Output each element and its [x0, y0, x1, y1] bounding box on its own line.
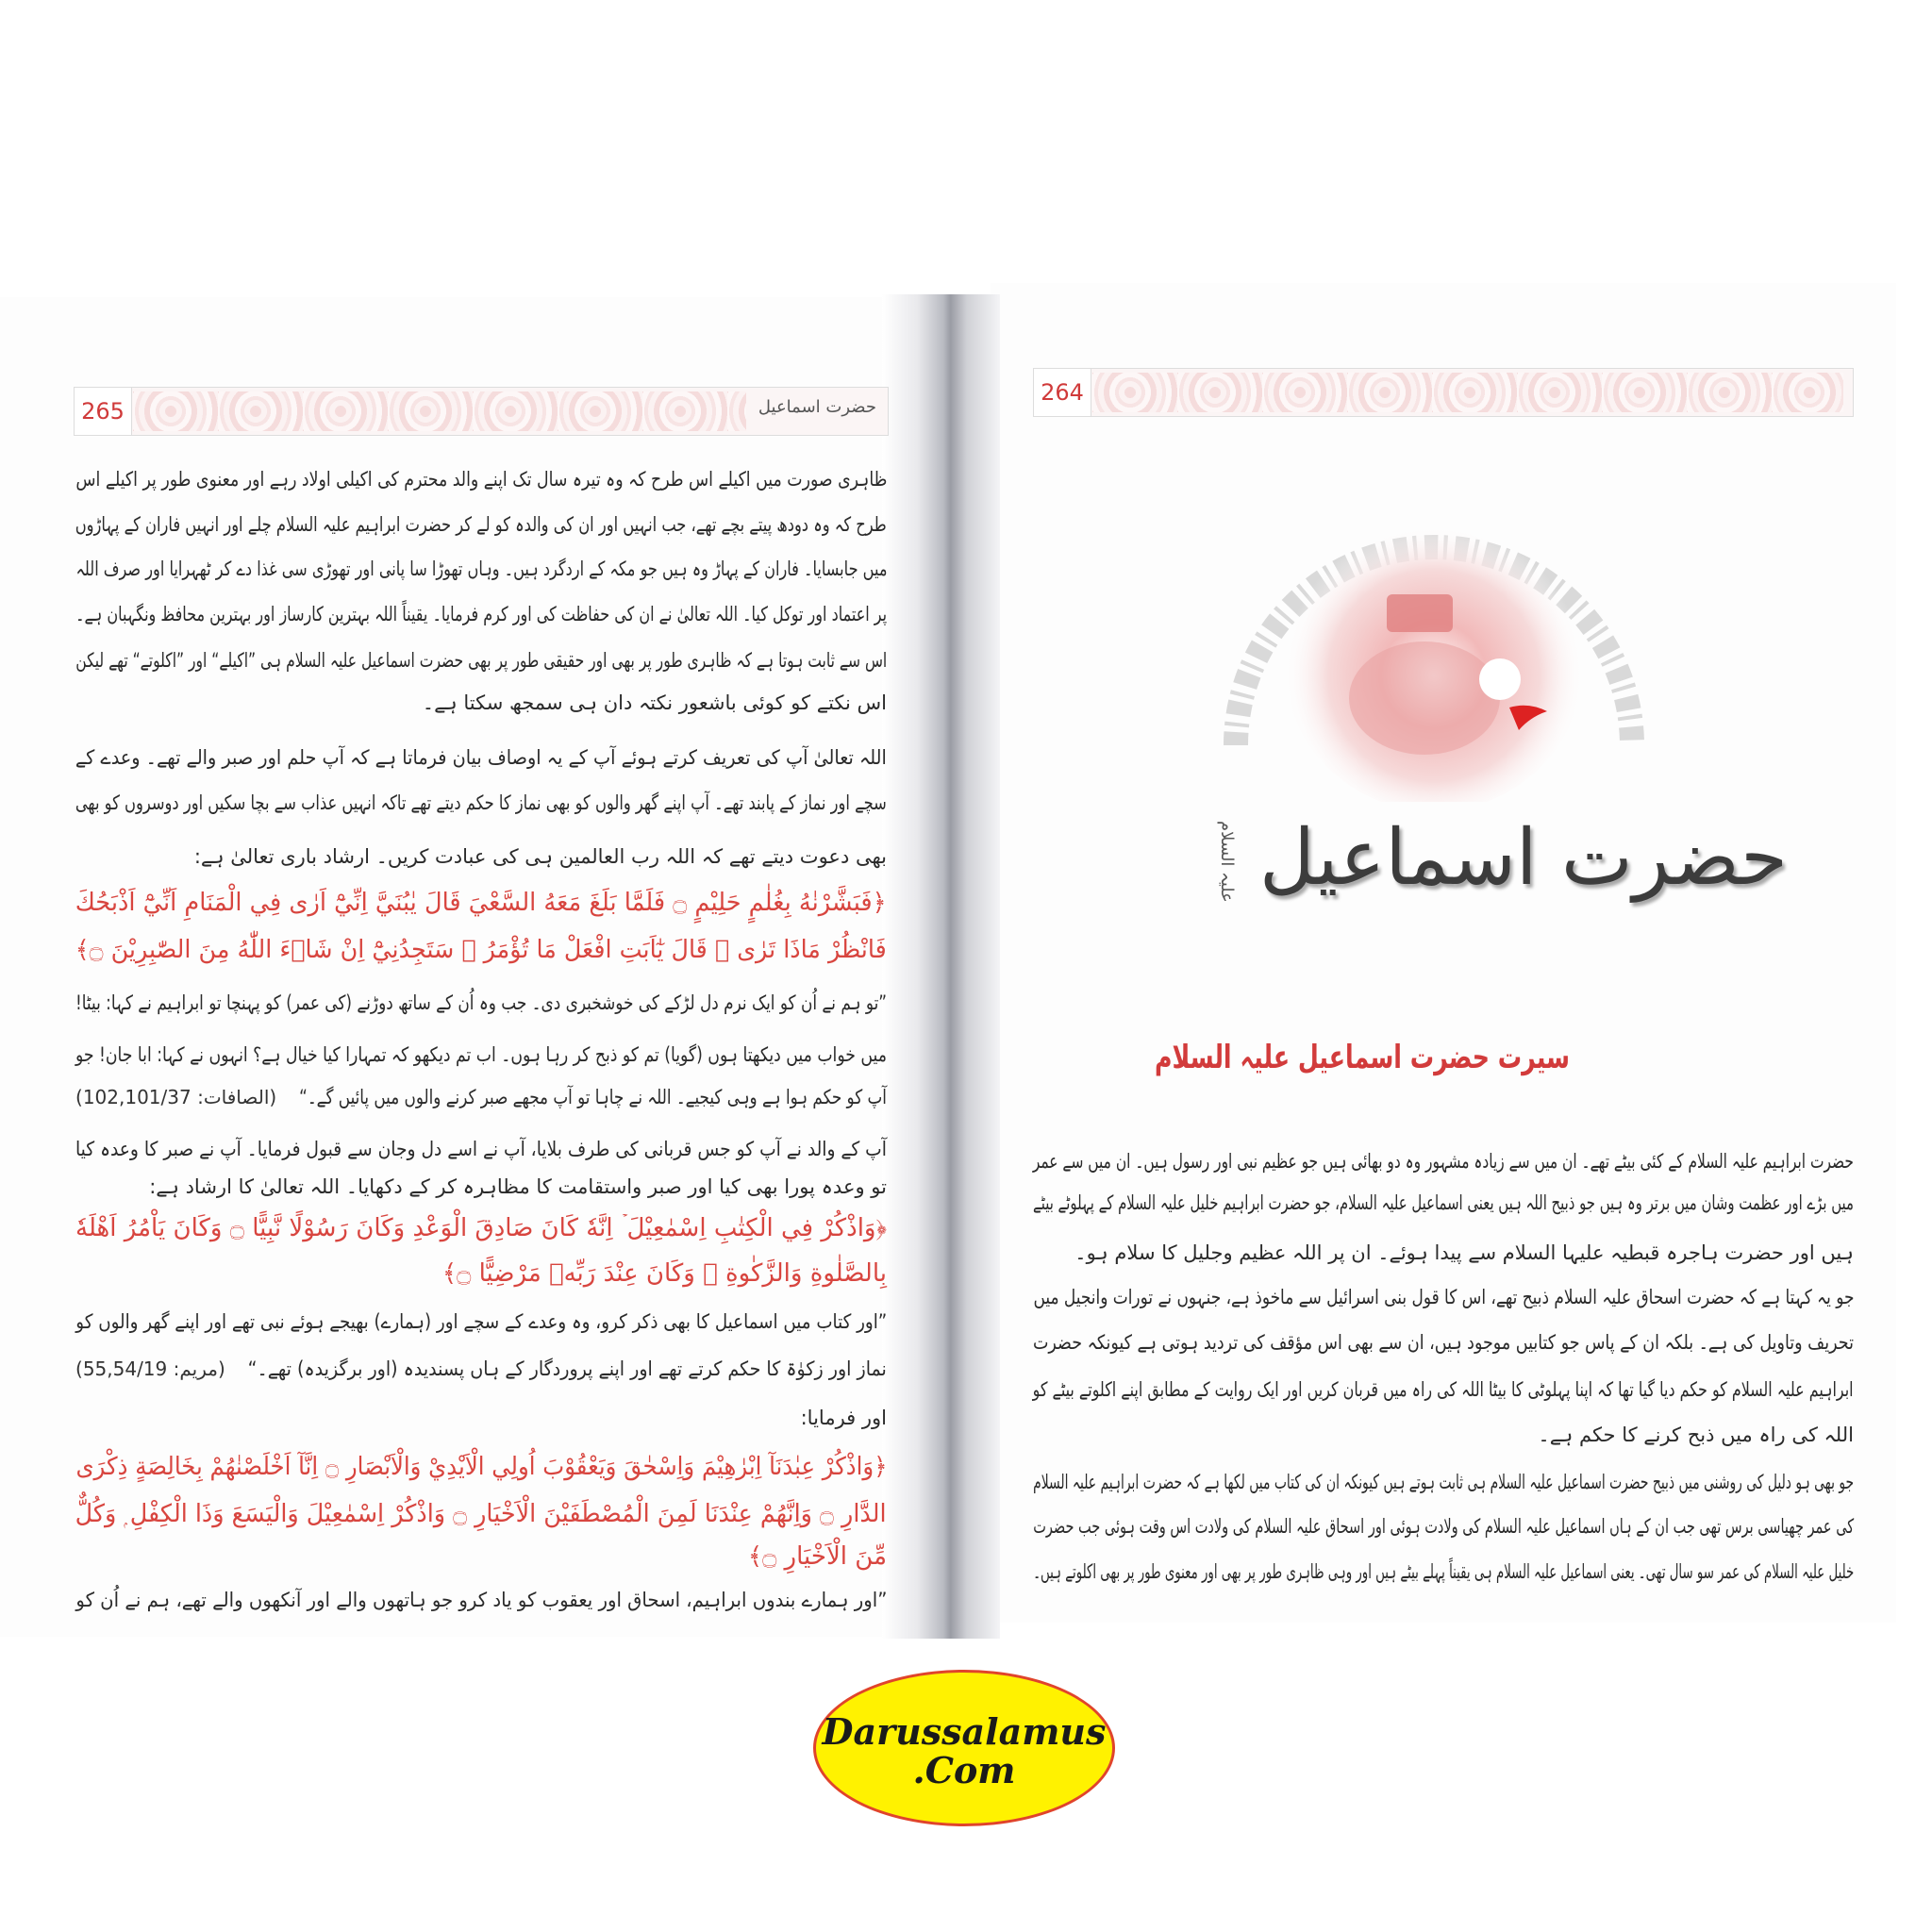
- text-line-content: اللہ تعالیٰ آپ کی تعریف کرتے ہوئے آپ کے یہ اوصاف بیان فرماتا ہے کہ آپ حلم اور صبر والے تھے۔ وعدے کے: [75, 746, 887, 769]
- text-line-content: بھی دعوت دیتے تھے کہ اللہ رب العالمین ہی کی عبادت کریں۔ ارشاد باری تعالیٰ ہے:: [193, 845, 887, 868]
- text-line: [75, 1083, 887, 1111]
- kaaba-stone-shape: [1387, 594, 1453, 632]
- text-line-content: اللہ کی راہ میں ذبح کرنے کا حکم ہے۔: [1538, 1424, 1854, 1446]
- quran-verse-line: [75, 1256, 887, 1291]
- text-line-content: اس نکتے کو کوئی باشعور نکتہ دان ہی سمجھ سکتا ہے۔: [422, 691, 887, 714]
- text-line: [75, 743, 887, 772]
- book-gutter: [882, 294, 1000, 1639]
- header-ornament: [1092, 373, 1843, 412]
- left-page-header: [74, 387, 889, 436]
- text-line-content: جو بھی ہو دلیل کی روشنی میں ذبیح حضرت اسماعیل علیہ السلام ہی ثابت ہوتے ہیں کیونکہ ان کی کتاب میں لکھا ہے کہ حضرت ابراہیم علیہ السلام: [1033, 1471, 1854, 1493]
- text-line-content: میں خواب میں دیکھتا ہوں (گویا) تم کو ذبح کر رہا ہوں۔ اب تم دیکھو کہ تمہارا کیا خیال ہے؟ انہوں نے کہا: ابا جان! جو: [75, 1043, 887, 1066]
- header-ornament: [133, 391, 746, 431]
- chapter-subtitle-box: [1154, 1038, 1641, 1076]
- quran-reference: (مریم: 55,54/19): [75, 1357, 225, 1380]
- text-line: [75, 1355, 887, 1383]
- text-line-content: آپ کو حکم ہوا ہے وہی کیجیے۔ اللہ نے چاہا تو آپ مجھے صبر کرنے والوں میں پائیں گے۔“: [299, 1086, 887, 1108]
- watermark-line2: .Com: [912, 1749, 1016, 1791]
- quran-reference: (الصافات: 102,101/37): [75, 1086, 277, 1108]
- chapter-title-box: [1259, 807, 1792, 910]
- text-line: [75, 689, 887, 717]
- page-number: 265: [75, 388, 132, 435]
- text-line: [75, 555, 887, 583]
- text-line-content: ابراہیم علیہ السلام کو حکم دیا گیا تھا کہ اپنا پہلوٹی کا بیٹا اللہ کی راہ میں قربان کریں اور ایک روایت کے مطابق اپنے اکلوتے بیٹے کو: [1033, 1378, 1854, 1401]
- text-line: [75, 989, 887, 1017]
- text-line: [75, 1586, 887, 1614]
- text-line: [75, 1307, 887, 1336]
- text-line-content: کی عمر چھیاسی برس تھی جب ان کے ہاں اسماعیل علیہ السلام کی ولادت ہوئی اور اسحاق علیہ السلام کی ولادت اس وقت ہوئی جب حضرت: [1033, 1515, 1854, 1538]
- quran-verse-text: بِالصَّلٰوةِ وَالزَّكٰوةِ ۠ وَكَانَ عِنْدَ رَبِّهٖ مَرْضِيًّا ۝﴾: [441, 1259, 887, 1288]
- text-line-content: اور فرمایا:: [800, 1407, 887, 1429]
- text-line: [75, 789, 887, 817]
- watermark-badge: [813, 1670, 1115, 1826]
- text-line-content: پر اعتماد اور توکل کیا۔ اللہ تعالیٰ نے ان کی حفاظت کی اور کرم فرمایا۔ یقیناً اللہ بہترین کارساز اور بہترین محافظ ونگہبان ہے۔: [75, 603, 887, 625]
- text-line-content: ظاہری صورت میں اکیلے اس طرح کہ وہ تیرہ سال تک اپنے والد محترم کی اکیلی اولاد رہے اور معنوی طور پر اکیلے اس: [75, 468, 887, 491]
- text-line-content: طرح کہ وہ دودھ پیتے بچے تھے، جب انہیں اور ان کی والدہ کو لے کر حضرت ابراہیم علیہ السلام چلے اور انہیں فاران کے پہاڑوں: [75, 513, 887, 536]
- text-line: [75, 1404, 887, 1432]
- text-line: [1033, 1468, 1854, 1496]
- text-line-content: تو وعدہ پورا بھی کیا اور صبر واستقامت کا مظاہرہ کر کے دکھایا۔ اللہ تعالیٰ کا ارشاد ہے:: [149, 1175, 887, 1198]
- chapter-title: حضرت اسماعیل: [1259, 813, 1789, 903]
- text-line: [75, 465, 887, 493]
- chapter-emblem-image: [1198, 462, 1670, 802]
- text-line: [1033, 1375, 1854, 1404]
- text-line-content: میں جابسایا۔ فاران کے پہاڑ وہ ہیں جو مکہ کے اردگرد ہیں۔ وہاں تھوڑا سا پانی اور تھوڑی سی غذا دے کر ٹھہرایا اور صرف اللہ: [75, 558, 887, 580]
- text-line-content: سچے اور نماز کے پابند تھے۔ آپ اپنے گھر والوں کو بھی نماز کا حکم دیتے تھے تاکہ انہیں عذاب سے بچا سکیں اور دوسروں کو بھی: [75, 791, 887, 814]
- quran-verse-text: فَانْظُرْ مَاذَا تَرٰى ۭ قَالَ يٰٓاَبَتِ افْعَلْ مَا تُؤْمَرُ ۡ سَتَجِدُنِيْٓ اِنْ شَاۗءَ اللّٰهُ مِنَ الصّٰبِرِيْنَ ۝﴾: [75, 936, 888, 964]
- text-line: [1033, 1147, 1854, 1175]
- quran-verse-line: [75, 932, 887, 968]
- text-line: [1033, 1239, 1854, 1267]
- quran-verse-text: ﴿وَاذْكُرْ عِبٰدَنَآ اِبْرٰهِيْمَ وَاِسْحٰقَ وَيَعْقُوْبَ اُولِي الْاَيْدِيْ وَالْاَبْصَارِ ۝ اِنَّآ اَخْلَصْنٰهُمْ بِخَالِصَةٍ ذِكْرَى: [75, 1453, 888, 1481]
- text-line-content: ”اور کتاب میں اسماعیل کا بھی ذکر کرو، وہ وعدے کے سچے اور (ہمارے) بھیجے ہوئے نبی تھے اور اپنے گھر والوں کو: [75, 1310, 887, 1333]
- page-number: 264: [1034, 369, 1091, 416]
- text-line: [1033, 1557, 1854, 1586]
- text-line: [75, 646, 887, 675]
- text-line-content: ”تو ہم نے اُن کو ایک نرم دل لڑکے کی خوشخبری دی۔ جب وہ اُن کے ساتھ دوڑنے (کی عمر) کو پہنچا تو ابراہیم نے کہا: بیٹا!: [75, 991, 887, 1014]
- quran-verse-text: ﴿فَبَشَّرْنٰهُ بِغُلٰمٍ حَلِيْمٍ ۝ فَلَمَّا بَلَغَ مَعَهُ السَّعْيَ قَالَ يٰبُنَيَّ اِنِّيْٓ اَرٰى فِي الْمَنَامِ اَنِّيْٓ اَذْبَحُكَ: [75, 889, 887, 917]
- text-line: [75, 842, 887, 871]
- right-page-header: [1033, 368, 1854, 417]
- text-line: [1033, 1328, 1854, 1357]
- quran-verse-text: الدَّارِ ۝ وَاِنَّهُمْ عِنْدَنَا لَمِنَ الْمُصْطَفَيْنَ الْاَخْيَارِ ۝ وَاذْكُرْ اِسْمٰعِيْلَ وَالْيَسَعَ وَذَا الْكِفْلِ ۭ وَكُلٌّ: [75, 1500, 887, 1528]
- text-line-content: نماز اور زکوٰۃ کا حکم کرتے تھے اور اپنے پروردگار کے ہاں پسندیدہ (اور برگزیدہ) تھے۔“: [247, 1357, 887, 1380]
- quran-verse-text: ﴿وَاذْكُرْ فِي الْكِتٰبِ اِسْمٰعِيْلَ ۡ اِنَّهٗ كَانَ صَادِقَ الْوَعْدِ وَكَانَ رَسُوْلًا نَّبِيًّا ۝ وَكَانَ يَاْمُرُ اَهْلَهٗ: [75, 1214, 887, 1242]
- text-line: [75, 510, 887, 539]
- chapter-subtitle: سیرت حضرت اسماعیل علیہ السلام: [1154, 1039, 1570, 1076]
- quran-verse-line: [75, 885, 887, 921]
- text-line: [1033, 1283, 1854, 1311]
- stone-base-shape: [1349, 641, 1500, 755]
- text-line-content: میں بڑے اور عظمت وشان میں برتر وہ ہیں جو ذبیح اللہ ہیں یعنی اسماعیل علیہ السلام، جو حضرت ابراہیم خلیل علیہ السلام کے پہلوٹے بیٹے: [1033, 1191, 1854, 1214]
- watermark-line1: Darussalamus: [822, 1710, 1107, 1753]
- text-line-content: خلیل علیہ السلام کی عمر سو سال تھی۔ یعنی اسماعیل علیہ السلام ہی یقیناً پہلے بیٹے ہیں اور وہی ظاہری طور پر بھی اور معنوی طور پر بھی اکلوتے ہیں۔: [1033, 1560, 1854, 1583]
- text-line-content: آپ کے والد نے آپ کو جس قربانی کی طرف بلایا، آپ نے اسے دل وجان سے قبول فرمایا۔ آپ نے صبر کا وعدہ کیا: [75, 1138, 887, 1160]
- text-line-content: ہیں اور حضرت ہاجرہ قبطیہ علیہا السلام سے پیدا ہوئے۔ ان پر اللہ عظیم وجلیل کا سلام ہو۔: [1074, 1241, 1854, 1264]
- text-line-content: تحریف وتاویل کی ہے۔ بلکہ ان کے پاس جو کتابیں موجود ہیں، ان سے بھی اس مؤقف کی تردید ہوتی ہے کیونکہ حضرت: [1033, 1331, 1854, 1354]
- chapter-title-honorific: علیہ السلام: [1217, 821, 1237, 903]
- text-line-content: ”اور ہمارے بندوں ابراہیم، اسحاق اور یعقوب کو یاد کرو جو ہاتھوں والے اور آنکھوں والے تھے، ہم نے اُن کو: [75, 1589, 887, 1611]
- text-line: [75, 600, 887, 628]
- text-line-content: اس سے ثابت ہوتا ہے کہ ظاہری طور پر بھی اور حقیقی طور پر بھی حضرت اسماعیل علیہ السلام ہی ”اکیلے“ اور ”اکلوتے“ تھے لیکن: [75, 649, 887, 672]
- text-line-content: حضرت ابراہیم علیہ السلام کے کئی بیٹے تھے۔ ان میں سے زیادہ مشہور وہ دو بھائی ہیں جو عظیم نبی اور رسول ہیں۔ ان میں سے عمر: [1033, 1150, 1854, 1173]
- text-line: [1033, 1421, 1854, 1449]
- quran-verse-text: مِّنَ الْاَخْيَارِ ۝﴾: [747, 1542, 887, 1571]
- text-line-content: جو یہ کہتا ہے کہ حضرت اسحاق علیہ السلام ذبیح تھے، اس کا قول بنی اسرائیل سے ماخوذ ہے، جنہوں نے تورات وانجیل میں: [1033, 1286, 1854, 1308]
- text-line: [1033, 1189, 1854, 1217]
- running-title: حضرت اسماعیل: [758, 397, 876, 417]
- text-line: [75, 1041, 887, 1069]
- light-flare: [1479, 658, 1521, 700]
- text-line: [1033, 1512, 1854, 1541]
